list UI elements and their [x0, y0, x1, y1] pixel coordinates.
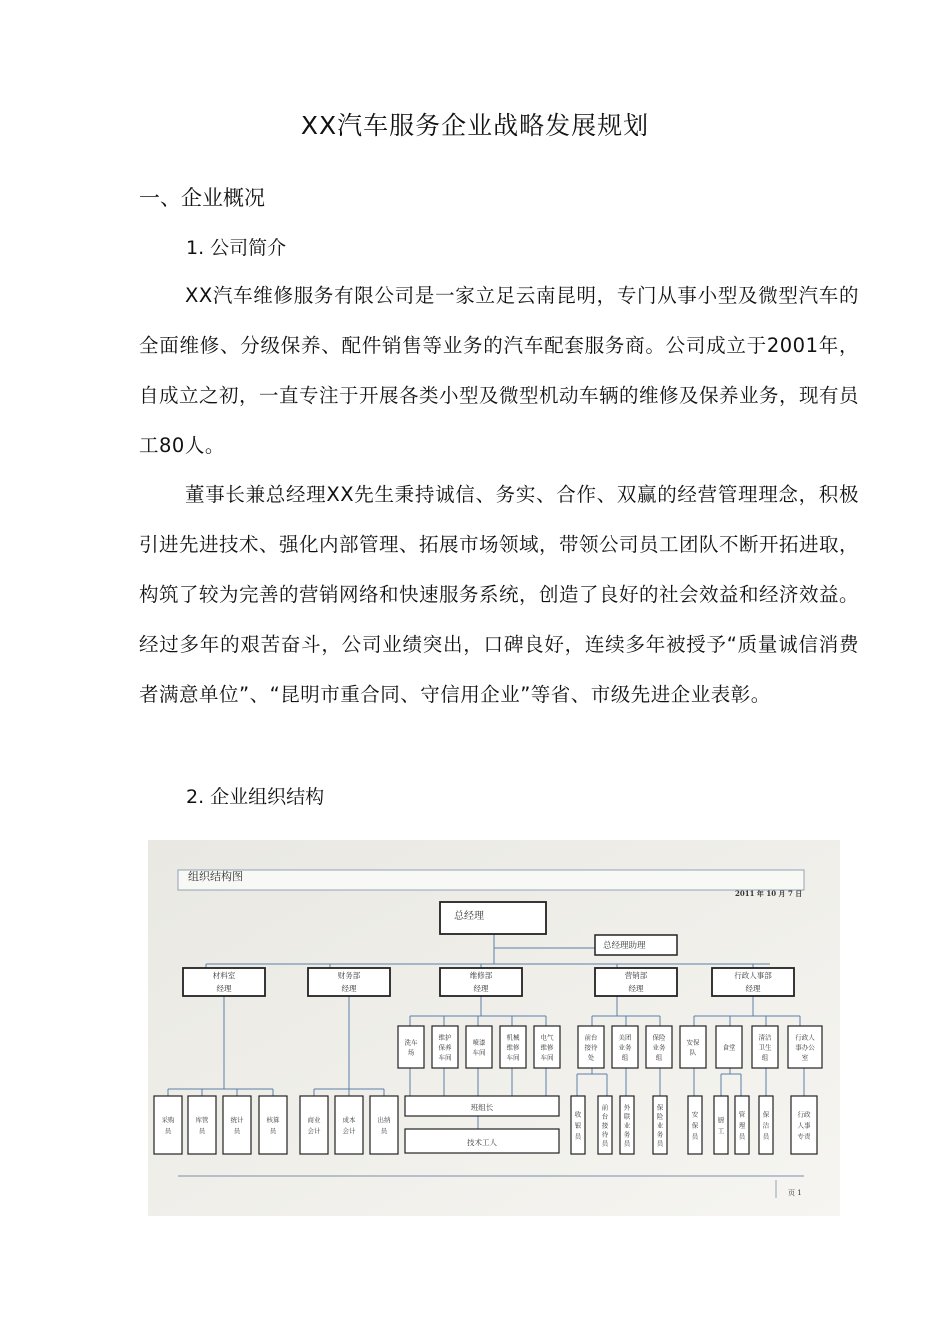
- unit-box-line: 维修: [540, 1043, 554, 1052]
- subsection-heading-intro: 1. 公司简介: [186, 237, 287, 259]
- unit-box-line: 室: [801, 1053, 809, 1062]
- department-box-line: 维修部: [469, 971, 493, 981]
- staff-box-line: 联: [623, 1112, 631, 1121]
- staff-box-line: 理: [738, 1121, 746, 1130]
- unit-box-line: 清洁: [758, 1033, 772, 1042]
- staff-box-line: 核算: [266, 1115, 280, 1124]
- department-box-line: 材料室: [212, 971, 236, 981]
- staff-box-line: 会计: [342, 1126, 356, 1135]
- unit-box-line: 维护: [438, 1033, 452, 1042]
- staff-box-line: 保: [656, 1103, 664, 1112]
- unit-box-line: 卫生: [758, 1043, 772, 1052]
- staff-box-line: 务: [656, 1130, 664, 1139]
- unit-box: [752, 1026, 778, 1068]
- unit-box-line: 业务: [652, 1043, 666, 1052]
- unit-box-line: 洗车: [404, 1038, 418, 1047]
- team-leader-label: 班组长: [470, 1103, 494, 1112]
- staff-box: [653, 1096, 667, 1154]
- staff-box: [335, 1096, 363, 1154]
- staff-box-line: 员: [691, 1132, 699, 1141]
- unit-box-line: 组: [761, 1053, 769, 1062]
- unit-box: [466, 1026, 492, 1068]
- staff-box-line: 员: [601, 1139, 609, 1148]
- staff-box-line: 人事: [797, 1121, 811, 1130]
- department-box-line: 财务部: [337, 971, 361, 981]
- department-box-line: 营销部: [624, 971, 648, 981]
- department-box: [308, 968, 390, 996]
- staff-box-line: 务: [623, 1130, 631, 1139]
- staff-box-line: 员: [762, 1132, 770, 1141]
- department-box-line: 经理: [628, 984, 644, 994]
- unit-box: [612, 1026, 638, 1068]
- unit-box-line: 电气: [540, 1033, 554, 1042]
- staff-box-line: 厨: [717, 1115, 725, 1124]
- staff-box-line: 工: [717, 1126, 725, 1135]
- page-label: 页 1: [788, 1189, 802, 1197]
- chairman-paragraph: 董事长兼总经理XX先生秉持诚信、务实、合作、双赢的经营管理理念，积极引进先进技术、强化内部管理、拓展市场领域，带领公司员工团队不断开拓进取，构筑了较为完善的营销网络和快速服务系统，创造了良好的社会效益和经济效益。经过多年的艰苦奋斗，公司业绩突出，口碑良好，连续多年被授予“质量诚信消费者满意单位”、“昆明市重合同、守信用企业”等省、市级先进企业表彰。: [139, 483, 860, 706]
- staff-box-line: 业: [623, 1121, 631, 1130]
- staff-box-line: 成本: [342, 1115, 356, 1124]
- staff-box-line: 保: [762, 1110, 770, 1119]
- unit-box-line: 场: [407, 1048, 415, 1057]
- staff-box-line: 采购: [161, 1115, 175, 1124]
- unit-box: [788, 1026, 822, 1068]
- staff-box: [759, 1096, 773, 1154]
- unit-box: [500, 1026, 526, 1068]
- unit-box-line: 安保: [686, 1038, 700, 1047]
- unit-box-line: 业务: [618, 1043, 632, 1052]
- staff-box-line: 员: [380, 1126, 388, 1135]
- staff-box: [259, 1096, 287, 1154]
- department-box: [183, 968, 265, 996]
- unit-box-line: 组: [655, 1053, 663, 1062]
- staff-box-line: 出纳: [377, 1115, 391, 1124]
- assistant-label: 总经理助理: [603, 941, 646, 951]
- staff-box-line: 员: [574, 1132, 582, 1141]
- staff-box: [620, 1096, 634, 1154]
- staff-box-line: 收: [574, 1110, 582, 1119]
- staff-box: [370, 1096, 398, 1154]
- staff-box-line: 员: [656, 1139, 664, 1148]
- staff-box-line: 员: [233, 1126, 241, 1135]
- staff-box-line: 专责: [797, 1132, 811, 1141]
- staff-box-line: 保: [691, 1121, 699, 1130]
- unit-box-line: 组: [621, 1053, 629, 1062]
- subsection-heading-org: 2. 企业组织结构: [186, 786, 325, 808]
- staff-box-line: 业: [656, 1121, 664, 1130]
- staff-box-line: 安: [691, 1110, 699, 1119]
- staff-box-line: 管: [738, 1110, 746, 1119]
- staff-box: [154, 1096, 182, 1154]
- staff-box-line: 商业: [307, 1115, 321, 1124]
- staff-box: [223, 1096, 251, 1154]
- unit-box: [534, 1026, 560, 1068]
- gm-label: 总经理: [454, 911, 484, 922]
- staff-box-line: 行政: [797, 1110, 811, 1119]
- unit-box-line: 前台: [584, 1033, 598, 1042]
- department-box: [595, 968, 677, 996]
- chart-header-band: [178, 870, 804, 890]
- document-title: XX汽车服务企业战略发展规划: [300, 111, 650, 140]
- technician-label: 技术工人: [467, 1138, 497, 1147]
- unit-box: [398, 1026, 424, 1068]
- staff-box-line: 台: [601, 1112, 609, 1121]
- department-box-line: 经理: [473, 984, 489, 994]
- department-box: [440, 968, 522, 996]
- unit-box-line: 车间: [540, 1053, 554, 1062]
- staff-box-line: 会计: [307, 1126, 321, 1135]
- unit-box-line: 保养: [438, 1043, 452, 1052]
- staff-box-line: 员: [738, 1132, 746, 1141]
- staff-box-line: 员: [164, 1126, 172, 1135]
- staff-box-line: 员: [269, 1126, 277, 1135]
- section-heading: 一、企业概况: [139, 186, 265, 210]
- unit-box-line: 事办公: [795, 1043, 815, 1052]
- unit-box: [432, 1026, 458, 1068]
- unit-box-line: 队: [689, 1048, 697, 1057]
- staff-box: [791, 1096, 817, 1154]
- unit-box-line: 行政人: [795, 1033, 815, 1042]
- staff-box: [714, 1096, 728, 1154]
- staff-box: [598, 1096, 612, 1154]
- unit-box-line: 处: [587, 1053, 595, 1062]
- staff-box-line: 银: [574, 1121, 582, 1130]
- staff-box-line: 洁: [762, 1121, 770, 1130]
- unit-box: [716, 1026, 742, 1068]
- org-chart-figure: [148, 840, 840, 1216]
- staff-box-line: 库管: [195, 1115, 209, 1124]
- unit-box-line: 维修: [506, 1043, 520, 1052]
- unit-box-line: 车间: [472, 1048, 486, 1057]
- staff-box-line: 险: [656, 1112, 664, 1121]
- staff-box-line: 员: [623, 1139, 631, 1148]
- department-box-line: 经理: [341, 984, 357, 994]
- staff-box: [688, 1096, 702, 1154]
- department-box: [712, 968, 794, 996]
- unit-box: [646, 1026, 672, 1068]
- staff-box-line: 外: [623, 1103, 631, 1112]
- unit-box: [680, 1026, 706, 1068]
- staff-box: [300, 1096, 328, 1154]
- staff-box-line: 前: [601, 1103, 609, 1112]
- unit-box-line: 机械: [506, 1033, 520, 1042]
- unit-box-line: 车间: [506, 1053, 520, 1062]
- company-intro-paragraph: XX汽车维修服务有限公司是一家立足云南昆明，专门从事小型及微型汽车的全面维修、分级保养、配件销售等业务的汽车配套服务商。公司成立于2001年，自成立之初，一直专注于开展各类小型及微型机动车辆的维修及保养业务，现有员工80人。: [139, 284, 860, 457]
- staff-box-line: 接: [601, 1121, 609, 1130]
- department-box-line: 经理: [745, 984, 761, 994]
- unit-box-line: 美团: [618, 1033, 632, 1042]
- org-chart-svg: [148, 840, 840, 1216]
- unit-box-line: 食堂: [722, 1043, 736, 1052]
- staff-box-line: 统计: [230, 1115, 244, 1124]
- staff-box: [735, 1096, 749, 1154]
- department-box-line: 经理: [216, 984, 232, 994]
- unit-box-line: 车间: [438, 1053, 452, 1062]
- unit-box-line: 保险: [652, 1033, 666, 1042]
- unit-box-line: 喷漆: [472, 1038, 486, 1047]
- chart-date-label: 2011 年 10 月 7 日: [735, 889, 803, 898]
- chart-header-label: 组织结构图: [188, 870, 243, 883]
- unit-box: [578, 1026, 604, 1068]
- staff-box-line: 员: [198, 1126, 206, 1135]
- department-box-line: 行政人事部: [734, 971, 772, 981]
- unit-box-line: 接待: [584, 1043, 598, 1052]
- staff-box: [571, 1096, 585, 1154]
- staff-box-line: 待: [601, 1130, 609, 1139]
- staff-box: [188, 1096, 216, 1154]
